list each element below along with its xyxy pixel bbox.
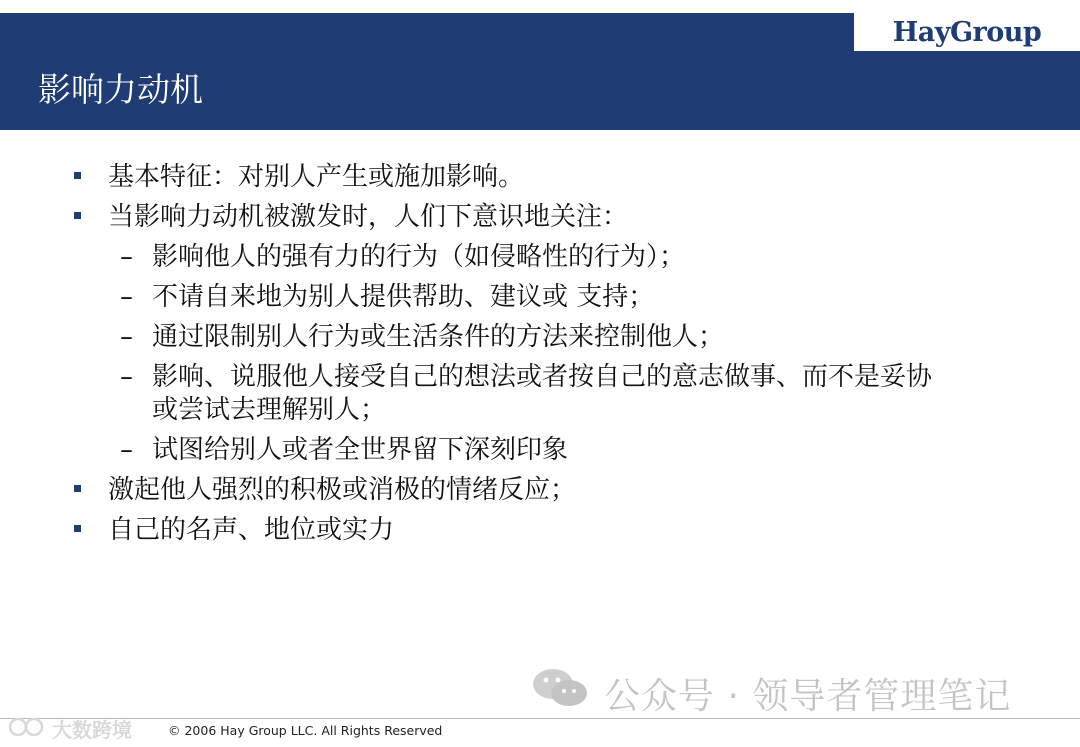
sub-item-4-line-2: 或尝试去理解别人； [152,395,387,425]
sub-item-2: 不请自来地为别人提供帮助、建议或 支持； [152,282,655,312]
bullet-item-1: 基本特征：对别人产生或施加影响。 [108,162,525,192]
copyright-text: © 2006 Hay Group LLC. All Rights Reserved [168,723,443,738]
bullet-item-4: 自己的名声、地位或实力 [108,515,395,545]
bullet-item-3: 激起他人强烈的积极或消极的情绪反应； [108,475,577,505]
brand-watermark-icon [8,716,48,738]
footer-divider [0,718,1080,719]
haygroup-logo: HayGroup [892,16,1042,48]
dash-marker: – [120,322,133,352]
bullet-square-icon [74,485,81,492]
bullet-item-2: 当影响力动机被激发时，人们下意识地关注： [108,202,629,232]
logo-box [854,13,1080,51]
slide-title: 影响力动机 [38,70,203,109]
wechat-icon [531,667,589,709]
sub-item-5: 试图给别人或者全世界留下深刻印象 [152,435,569,465]
sub-item-4-line-1: 影响、说服他人接受自己的想法或者按自己的意志做事、而不是妥协 [152,362,933,392]
sub-item-3: 通过限制别人行为或生活条件的方法来控制他人； [152,322,725,352]
dash-marker: – [120,362,133,392]
watermark-brand-text: 大数跨境 [52,718,132,742]
watermark-text: 公众号 · 领导者管理笔记 [604,676,1012,717]
top-strip [0,0,1080,13]
bullet-square-icon [74,172,81,179]
bullet-square-icon [74,525,81,532]
dash-marker: – [120,435,133,465]
bullet-square-icon [74,212,81,219]
dash-marker: – [120,242,133,272]
sub-item-1: 影响他人的强有力的行为（如侵略性的行为）； [152,242,686,272]
dash-marker: – [120,282,133,312]
